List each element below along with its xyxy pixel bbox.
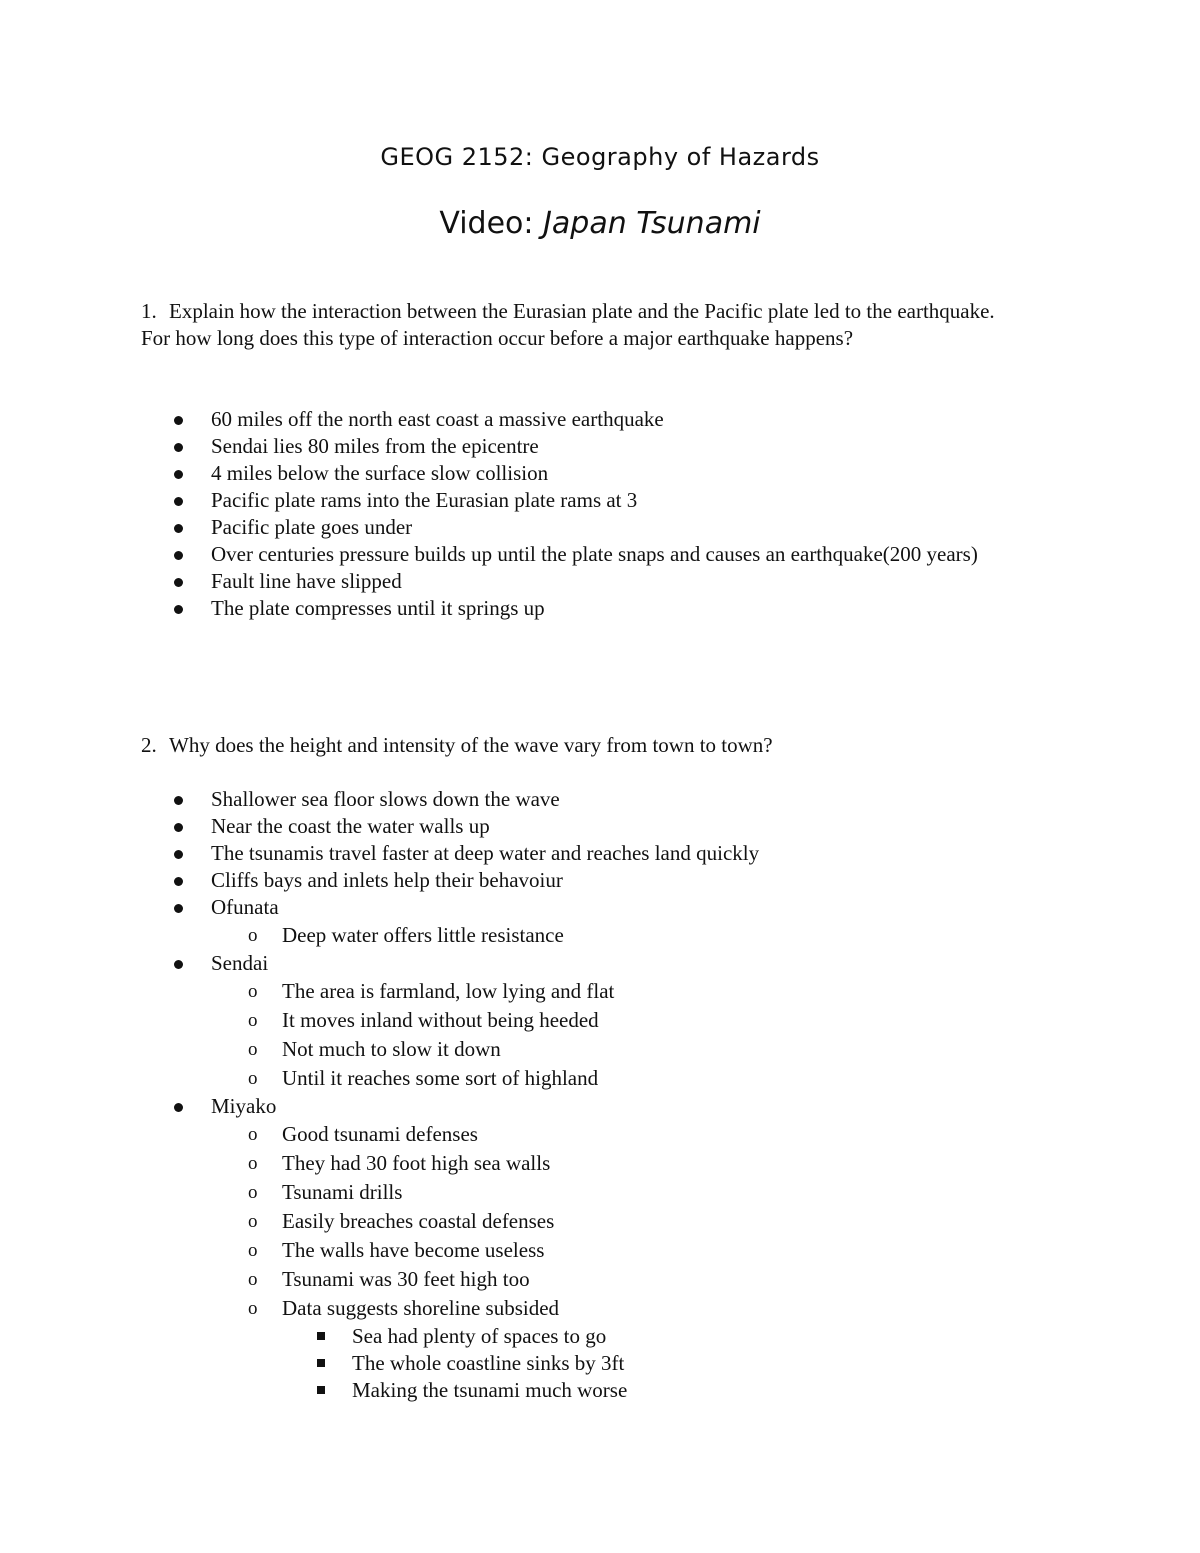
list-item: Pacific plate goes under [0,514,1200,541]
question-2-number: 2. [141,733,157,757]
bullet-dot-icon [174,605,183,614]
circle-bullet-icon: o [248,1298,258,1319]
circle-bullet-icon: o [248,981,258,1002]
list-item: 4 miles below the surface slow collision [0,460,1200,487]
circle-bullet-icon: o [248,1269,258,1290]
sub-list-item: o Tsunami was 30 feet high too [0,1265,1200,1294]
sub-list-item: o The area is farmland, low lying and flat [0,977,1200,1006]
square-bullet-icon [317,1359,325,1367]
circle-bullet-icon: o [248,1010,258,1031]
sub-list-item: o Deep water offers little resistance [0,921,1200,950]
sub-list-item: o Data suggests shoreline subsided [0,1294,1200,1323]
subtitle-prefix: Video: [439,206,544,241]
list-item: Sendai lies 80 miles from the epicentre [0,433,1200,460]
circle-bullet-icon: o [248,1124,258,1145]
circle-bullet-icon: o [248,1039,258,1060]
list-item: Pacific plate rams into the Eurasian plate rams at 3 [0,487,1200,514]
list-item: Cliffs bays and inlets help their behavoiur [0,867,1200,894]
list-item: Shallower sea floor slows down the wave [0,786,1200,813]
list-item: Fault line have slipped [0,568,1200,595]
list-item: Over centuries pressure builds up until the plate snaps and causes an earthquake(200 years) [0,541,1200,568]
bullet-dot-icon [174,416,183,425]
circle-bullet-icon: o [248,925,258,946]
list-item: The plate compresses until it springs up [0,595,1200,622]
sub-list-item: o Easily breaches coastal defenses [0,1207,1200,1236]
square-bullet-icon [317,1386,325,1394]
sub-sub-list-item: Sea had plenty of spaces to go [0,1323,1200,1350]
circle-bullet-icon: o [248,1153,258,1174]
sub-list-item: o Tsunami drills [0,1178,1200,1207]
square-bullet-icon [317,1332,325,1340]
bullet-dot-icon [174,443,183,452]
bullet-dot-icon [174,1103,183,1112]
sub-sub-list-item: The whole coastline sinks by 3ft [0,1350,1200,1377]
list-item-miyako: Miyako [0,1093,1200,1120]
question-2 [141,732,1021,759]
bullet-dot-icon [174,578,183,587]
bullet-dot-icon [174,904,183,913]
sub-list-item: o Good tsunami defenses [0,1120,1200,1149]
bullet-dot-icon [174,796,183,805]
bullet-dot-icon [174,470,183,479]
circle-bullet-icon: o [248,1211,258,1232]
question-2-answers [0,786,1200,1404]
sub-list-item: o Until it reaches some sort of highland [0,1064,1200,1093]
question-1-text: Explain how the interaction between the Eurasian plate and the Pacific plate led to the earthquake. For how long does this type of interaction occur before a major earthquake happens? [141,299,995,350]
question-2-text: Why does the height and intensity of the wave vary from town to town? [169,733,773,757]
sub-list-item: o It moves inland without being heeded [0,1006,1200,1035]
bullet-dot-icon [174,823,183,832]
list-item-ofunata: Ofunata [0,894,1200,921]
list-item: Near the coast the water walls up [0,813,1200,840]
list-item: 60 miles off the north east coast a massive earthquake [0,406,1200,433]
bullet-dot-icon [174,524,183,533]
circle-bullet-icon: o [248,1068,258,1089]
question-1 [141,298,1021,352]
page-title: GEOG 2152: Geography of Hazards [380,143,820,171]
bullet-dot-icon [174,497,183,506]
sub-list-item: o The walls have become useless [0,1236,1200,1265]
bullet-dot-icon [174,850,183,859]
page-subtitle [0,204,1200,244]
sub-sub-list-item: Making the tsunami much worse [0,1377,1200,1404]
bullet-dot-icon [174,551,183,560]
bullet-dot-icon [174,960,183,969]
sub-list-item: o Not much to slow it down [0,1035,1200,1064]
question-1-number: 1. [141,299,157,323]
sub-list-item: o They had 30 foot high sea walls [0,1149,1200,1178]
bullet-dot-icon [174,877,183,886]
list-item: The tsunamis travel faster at deep water and reaches land quickly [0,840,1200,867]
question-1-answers [0,406,1200,622]
circle-bullet-icon: o [248,1240,258,1261]
subtitle-video-name: Japan Tsunami [543,206,761,241]
list-item-sendai: Sendai [0,950,1200,977]
circle-bullet-icon: o [248,1182,258,1203]
